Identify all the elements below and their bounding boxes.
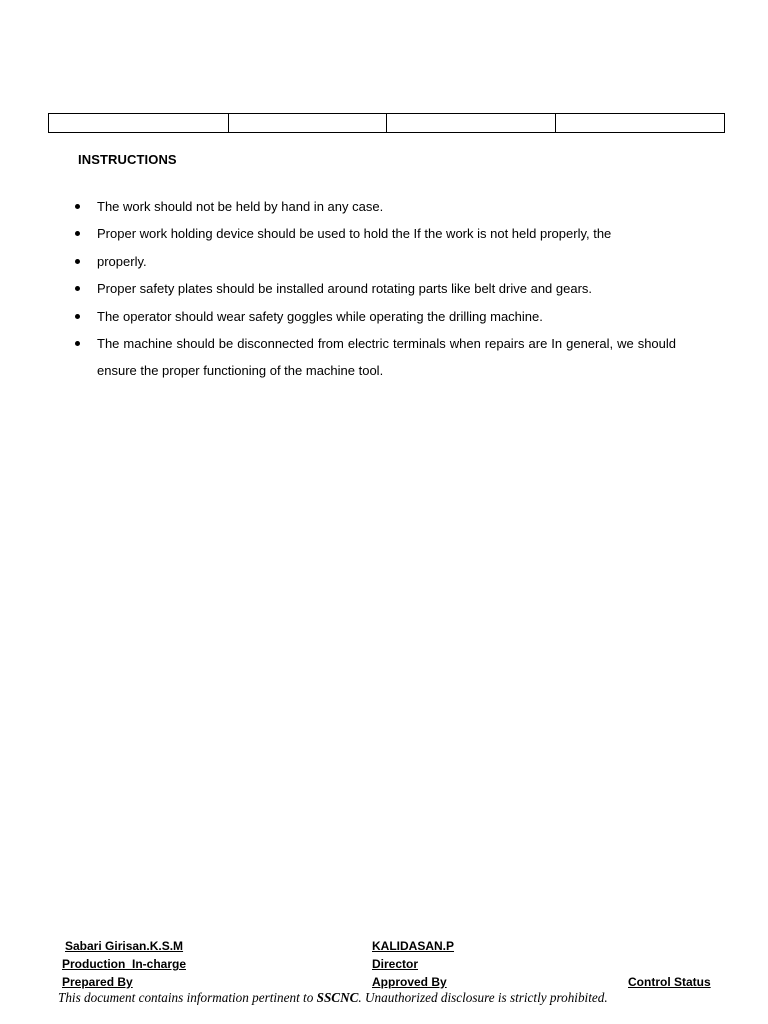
approved-by-block [372,937,454,991]
header-cell-4 [556,114,725,133]
prepared-by-role: Production In-charge [62,957,187,971]
footer-suffix: . Unauthorized disclosure is strictly prohibited. [358,990,608,1005]
instruction-item: The machine should be disconnected from electric terminals when repairs are In general, we should ensure the proper functioning of the machine tool. [72,330,676,385]
prepared-by-label: Prepared By [62,975,133,989]
prepared-by-block [62,937,186,991]
instructions-heading: INSTRUCTIONS [78,152,177,167]
control-status-block [628,973,711,991]
header-table [48,113,725,133]
footer-company: SSCNC [316,990,359,1005]
instruction-item: The operator should wear safety goggles while operating the drilling machine. [72,303,676,330]
header-table-row [49,114,725,133]
approved-by-role: Director [372,957,419,971]
instruction-item: Proper work holding device should be used to hold the If the work is not held properly, the [72,220,676,247]
header-cell-3 [387,114,556,133]
confidentiality-footer [58,990,608,1006]
approved-by-label: Approved By [372,975,447,989]
instruction-item: The work should not be held by hand in any case. [72,193,676,220]
instruction-item: properly. [72,248,676,275]
header-cell-2 [229,114,387,133]
approved-by-name: KALIDASAN.P [372,939,455,953]
instruction-item: Proper safety plates should be installed around rotating parts like belt drive and gears. [72,275,676,302]
instructions-list [72,193,676,385]
footer-prefix: This document contains information pertinent to [58,990,317,1005]
control-status-label: Control Status [628,975,711,989]
header-cell-1 [49,114,229,133]
prepared-by-name: Sabari Girisan.K.S.M [65,939,184,953]
